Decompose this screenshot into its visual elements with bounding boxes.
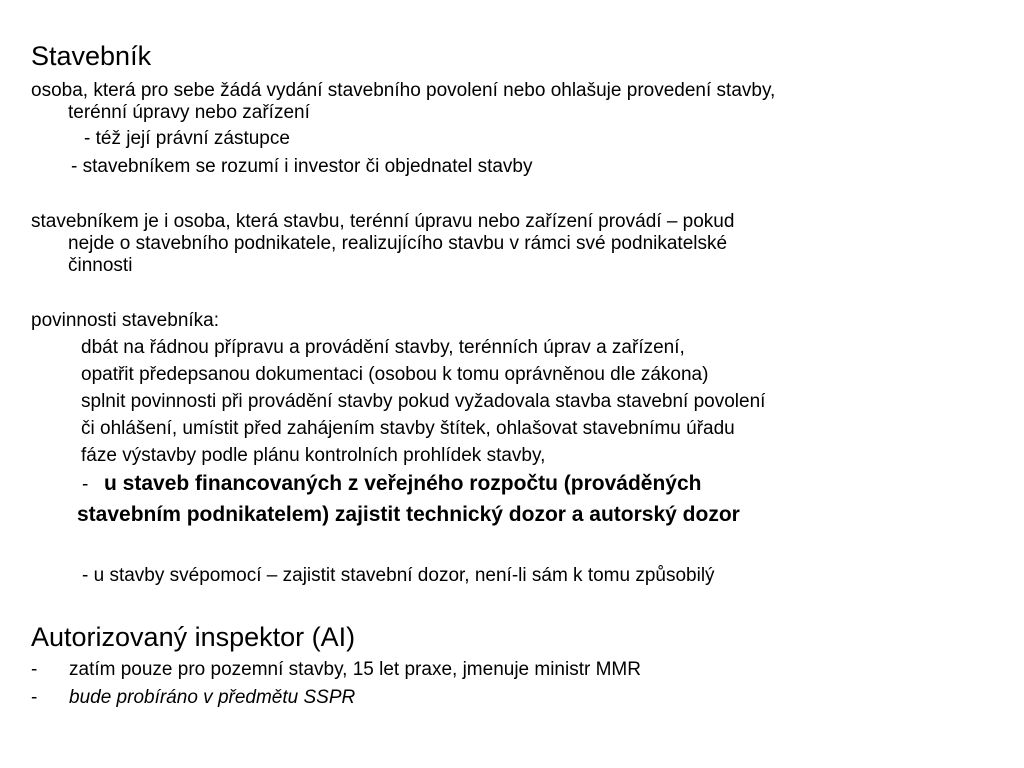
sub-item-legal-representative: - též její právní zástupce (84, 128, 290, 149)
section-heading-inspektor: Autorizovaný inspektor (AI) (31, 622, 356, 652)
bold-item-dash: - (82, 474, 89, 495)
paragraph-2-line-1: stavebníkem je i osoba, která stavbu, terénní úpravu nebo zařízení provádí – pokud (31, 211, 735, 232)
inspektor-item: bude probíráno v předmětu SSPR (69, 687, 356, 708)
duty-item: splnit povinnosti při provádění stavby pokud vyžadovala stavba stavební povolení (81, 391, 766, 412)
definition-line-1: osoba, která pro sebe žádá vydání stavebního povolení nebo ohlašuje provedení stavby, (31, 80, 776, 101)
duty-item: dbát na řádnou přípravu a provádění stavby, terénních úprav a zařízení, (81, 337, 685, 358)
inspektor-item: zatím pouze pro pozemní stavby, 15 let praxe, jmenuje ministr MMR (69, 659, 641, 680)
definition-line-2: terénní úpravy nebo zařízení (68, 102, 310, 123)
duty-item: opatřit předepsanou dokumentaci (osobou k tomu oprávněnou dle zákona) (81, 364, 709, 385)
bold-item-line-2: stavebním podnikatelem) zajistit technický dozor a autorský dozor (77, 503, 740, 526)
duty-item: fáze výstavby podle plánu kontrolních prohlídek stavby, (81, 445, 546, 466)
duties-title: povinnosti stavebníka: (31, 310, 220, 331)
section-heading-stavebnik: Stavebník (31, 41, 152, 71)
paragraph-2-line-3: činnosti (68, 255, 133, 276)
inspektor-item-dash: - (31, 687, 38, 708)
paragraph-2-line-2: nejde o stavebního podnikatele, realizujícího stavbu v rámci své podnikatelské (68, 233, 728, 254)
selfhelp-item: - u stavby svépomocí – zajistit stavební dozor, není-li sám k tomu způsobilý (82, 565, 715, 586)
bold-item-line-1: u staveb financovaných z veřejného rozpočtu (prováděných (104, 472, 702, 495)
inspektor-item-dash: - (31, 659, 38, 680)
sub-item-investor: - stavebníkem se rozumí i investor či objednatel stavby (71, 156, 533, 177)
duty-item: či ohlášení, umístit před zahájením stavby štítek, ohlašovat stavebnímu úřadu (81, 418, 735, 439)
